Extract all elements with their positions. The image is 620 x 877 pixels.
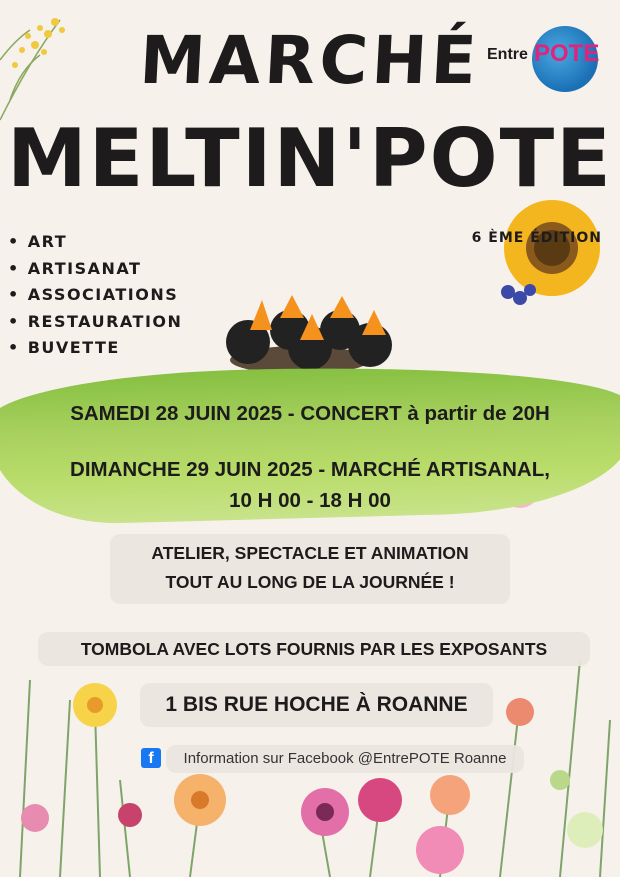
address-box: 1 BIS RUE HOCHE À ROANNE — [140, 683, 493, 727]
categories-list — [8, 232, 182, 365]
category-item: • RESTAURATION — [8, 312, 182, 339]
berries — [501, 284, 536, 305]
sunday-schedule-line-2: 10 H 00 - 18 H 00 — [229, 489, 391, 512]
activities-box — [110, 534, 510, 604]
sunflower — [504, 200, 600, 296]
birds-in-nest — [226, 295, 392, 374]
category-item: • ARTISANAT — [8, 259, 182, 286]
title-line-1: MARCHÉ — [137, 22, 483, 99]
sunday-schedule — [0, 454, 620, 516]
sunday-schedule-line-1: DIMANCHE 29 JUIN 2025 - MARCHÉ ARTISANAL, — [70, 458, 550, 481]
activities-line-1: ATELIER, SPECTACLE ET ANIMATION — [151, 543, 469, 563]
logo-pote-text: POTE — [534, 40, 600, 67]
logo-entre-text: Entre — [487, 46, 528, 63]
edition-label: 6 ÈME ÉDITION — [471, 230, 602, 246]
activities-line-2: TOUT AU LONG DE LA JOURNÉE ! — [165, 572, 455, 592]
category-item: • BUVETTE — [8, 338, 182, 365]
category-item: • ASSOCIATIONS — [8, 285, 182, 312]
saturday-schedule: SAMEDI 28 JUIN 2025 - CONCERT à partir de 20H — [70, 402, 550, 425]
facebook-icon[interactable]: f — [141, 748, 161, 768]
facebook-info[interactable]: Information sur Facebook @EntrePOTE Roanne — [166, 745, 524, 773]
tombola-box: TOMBOLA AVEC LOTS FOURNIS PAR LES EXPOSANTS — [38, 632, 590, 666]
title-line-2: MELTIN'POTE — [7, 112, 613, 205]
category-item: • ART — [8, 232, 182, 259]
